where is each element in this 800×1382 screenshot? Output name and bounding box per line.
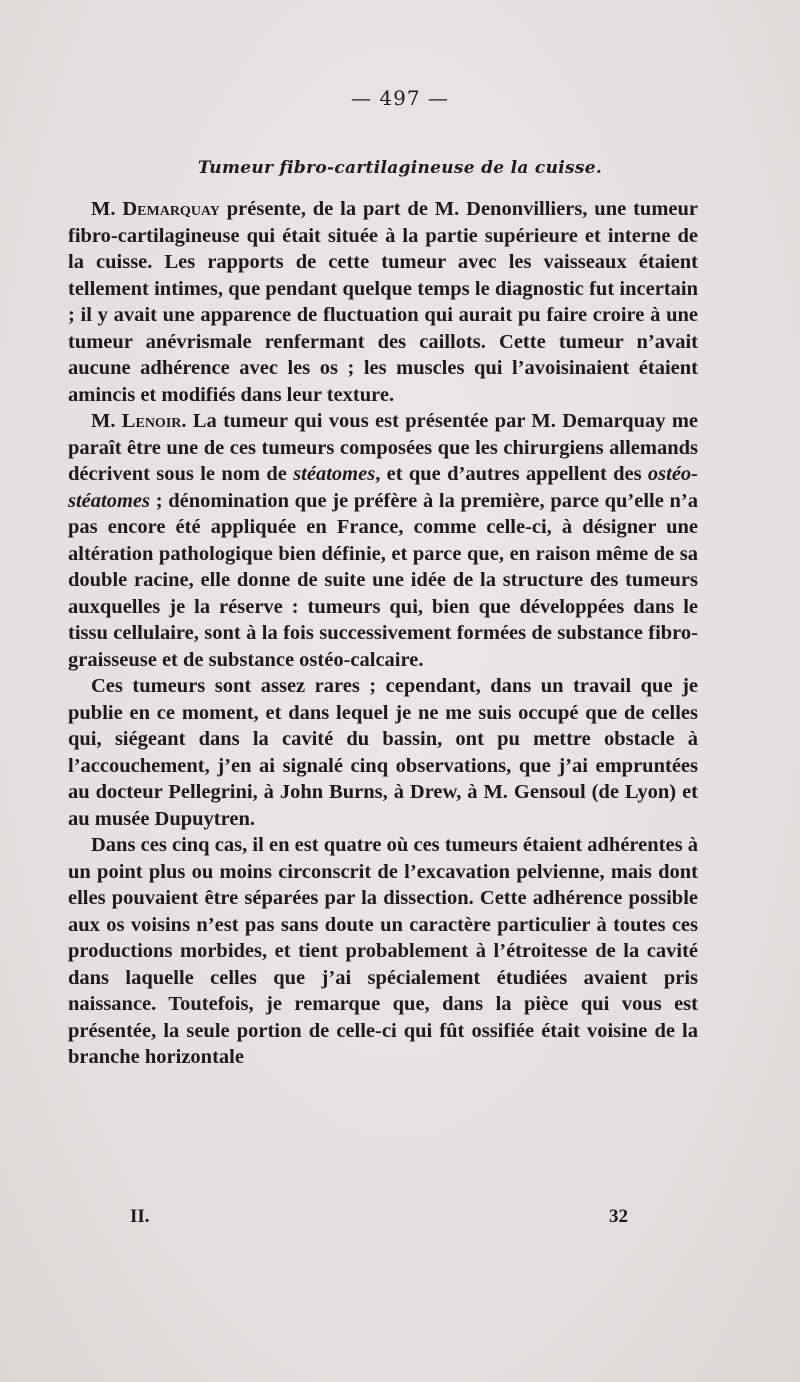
paragraph-text: Ces tumeurs sont assez rares ; cependant, dans un travail que je publie en ce moment, et dans lequel je ne me suis occupé que de celles qui, siégeant dans la cavité du bassin, ont pu mettre obstacle à l’accouchement, j’en ai signalé cinq observations, que j’ai empruntées au docteur Pellegrini, à John Burns, à Drew, à M. Gensoul (de Lyon) et au musée Dupuytren. [68, 675, 698, 830]
paragraph-text: ; dénomination que je préfère à la première, parce qu’elle n’a pas encore été appliquée en France, comme celle-ci, à désigner une altération pathologique bien définie, et parce que, en raison même de sa double racine, elle donne de suite une idée de la structure des tumeurs auxquelles je la réserve : tumeurs qui, bien que développées dans le tissu cellulaire, sont à la fois successivement formées de substance fibro-graisseuse et de substance ostéo-calcaire. [68, 489, 698, 671]
paragraph-text: , et que d’autres appellent des [375, 463, 648, 485]
volume-number: II. [130, 1206, 150, 1227]
speaker-name: M. Demarquay [91, 198, 220, 220]
paragraph-cinq-cas [68, 832, 698, 1071]
paragraph-text: La tumeur qui vous est présentée par M. Demarquay me paraît être une de ces tumeurs composées que les chirurgiens allemands décrivent sous le nom de [68, 410, 698, 485]
term-osteo-steatomes: ostéo-stéatomes [68, 463, 698, 512]
paragraph-demarquay [68, 196, 698, 408]
paragraph-text: présente, de la part de M. Denonvilliers, une tumeur fibro-cartilagineuse qui était située à la partie supérieure et interne de la cuisse. Les rapports de cette tumeur avec les vaisseaux étaient tellement intimes, que pendant quelque temps le diagnostic fut incertain ; il y avait une apparence de fluctuation qui aurait pu faire croire à une tumeur anévrismale renfermant des caillots. Cette tumeur n’avait aucune adhérence avec les os ; les muscles qui l’avoisinaient étaient amincis et modifiés dans leur texture. [68, 198, 698, 406]
term-steatomes: stéatomes [293, 463, 376, 485]
paragraph-lenoir [68, 408, 698, 673]
page-footer [130, 1206, 628, 1228]
body-text [68, 196, 698, 1071]
paragraph-rares [68, 673, 698, 832]
signature-mark: 32 [609, 1206, 628, 1227]
speaker-name: M. Lenoir. [91, 410, 187, 432]
section-title: Tumeur fibro-cartilagineuse de la cuisse. [197, 158, 603, 178]
page-number: — 497 — [351, 86, 449, 110]
paragraph-text: Dans ces cinq cas, il en est quatre où ces tumeurs étaient adhérentes à un point plus ou moins circonscrit de l’excavation pelvienne, mais dont elles pouvaient être séparées par la dissection. Cette adhérence possible aux os voisins n’est pas sans doute un caractère particulier à toutes ces productions morbides, et tient probablement à l’étroitesse de la cavité dans laquelle celles que j’ai spécialement étudiées avaient pris naissance. Toutefois, je remarque que, dans la pièce qui vous est présentée, la seule portion de celle-ci qui fût ossifiée était voisine de la branche horizontale [68, 834, 698, 1068]
